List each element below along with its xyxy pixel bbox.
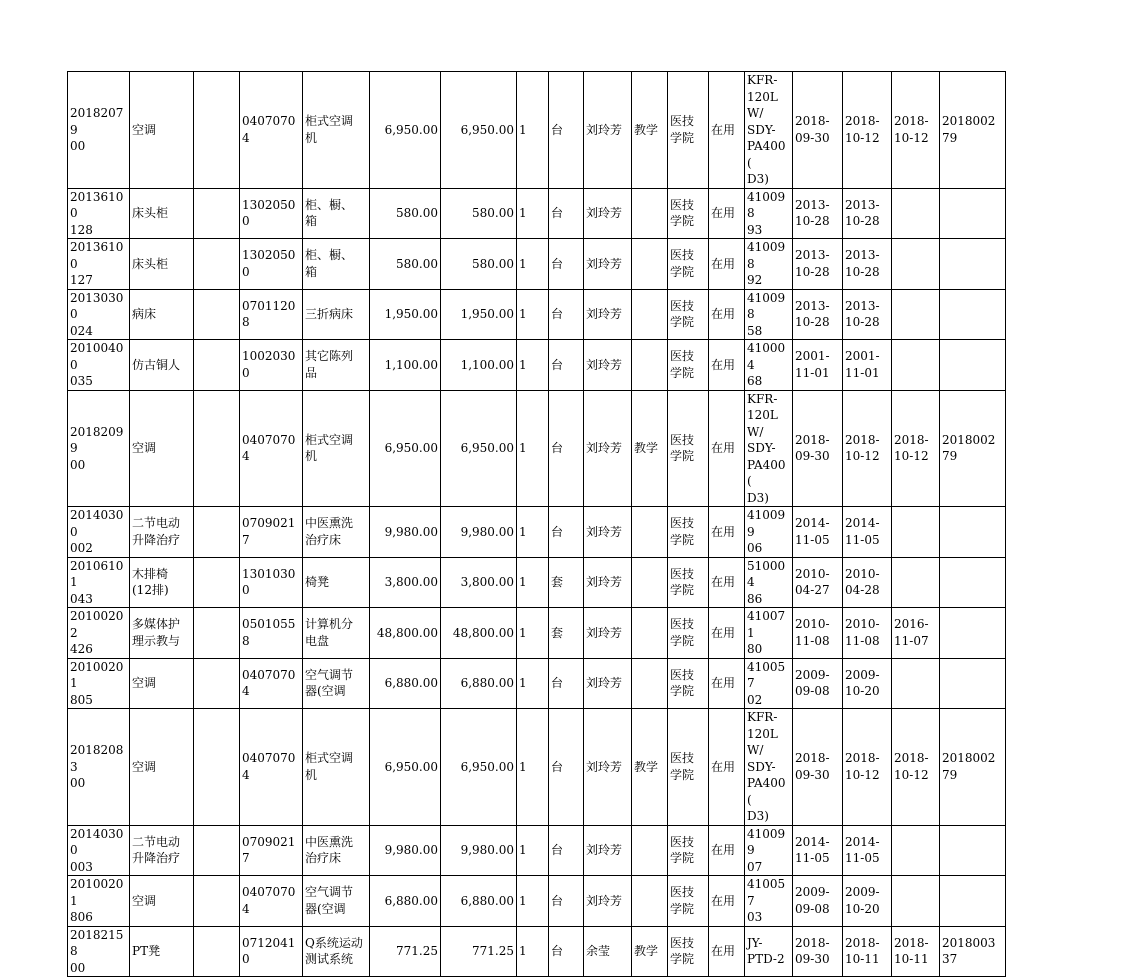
class-name-cell: 空气调节 器(空调 — [303, 658, 370, 709]
asset-id-cell: 20106101 043 — [68, 557, 130, 608]
department-cell: 医技 学院 — [668, 507, 709, 558]
extra-date-cell — [892, 557, 940, 608]
usage-cell — [632, 239, 668, 290]
asset-id-cell: 20182083 00 — [68, 709, 130, 826]
entry-date-cell: 2013- 10-28 — [843, 188, 892, 239]
custodian-cell: 余莹 — [584, 926, 632, 977]
empty-cell — [194, 289, 240, 340]
class-code-cell: 10020300 — [240, 340, 303, 391]
extra-date-cell — [892, 239, 940, 290]
custodian-cell: 刘玲芳 — [584, 608, 632, 659]
asset-name-cell: 病床 — [130, 289, 194, 340]
quantity-cell: 1 — [517, 188, 549, 239]
quantity-cell: 1 — [517, 340, 549, 391]
class-name-cell: 中医熏洗 治疗床 — [303, 507, 370, 558]
unit-price-cell: 6,880.00 — [370, 658, 441, 709]
department-cell: 医技 学院 — [668, 188, 709, 239]
purchase-date-cell: 2014- 11-05 — [793, 825, 843, 876]
table-row — [68, 72, 1006, 189]
asset-id-cell: 20182099 00 — [68, 390, 130, 507]
table-row — [68, 507, 1006, 558]
class-code-cell: 13020500 — [240, 188, 303, 239]
asset-table — [67, 71, 1006, 977]
asset-id-cell: 20130300 024 — [68, 289, 130, 340]
department-cell: 医技 学院 — [668, 239, 709, 290]
asset-name-cell: 空调 — [130, 72, 194, 189]
model-cell: 410004 68 — [745, 340, 793, 391]
empty-cell — [194, 188, 240, 239]
model-cell: 410057 03 — [745, 876, 793, 927]
asset-id-cell: 20182158 00 — [68, 926, 130, 977]
asset-sheet — [67, 71, 1006, 977]
status-cell: 在用 — [709, 658, 745, 709]
asset-id-cell: 20136100 128 — [68, 188, 130, 239]
department-cell: 医技 学院 — [668, 658, 709, 709]
unit-price-cell: 9,980.00 — [370, 825, 441, 876]
status-cell: 在用 — [709, 340, 745, 391]
amount-cell: 9,980.00 — [441, 507, 517, 558]
unit-cell: 台 — [549, 709, 584, 826]
status-cell: 在用 — [709, 289, 745, 340]
entry-date-cell: 2018- 10-12 — [843, 390, 892, 507]
class-code-cell: 04070704 — [240, 658, 303, 709]
department-cell: 医技 学院 — [668, 608, 709, 659]
quantity-cell: 1 — [517, 926, 549, 977]
usage-cell — [632, 825, 668, 876]
status-cell: 在用 — [709, 188, 745, 239]
unit-price-cell: 771.25 — [370, 926, 441, 977]
status-cell: 在用 — [709, 709, 745, 826]
amount-cell: 6,950.00 — [441, 72, 517, 189]
asset-id-cell: 20100202 426 — [68, 608, 130, 659]
table-row — [68, 608, 1006, 659]
class-code-cell: 05010558 — [240, 608, 303, 659]
amount-cell: 771.25 — [441, 926, 517, 977]
purchase-date-cell: 2014- 11-05 — [793, 507, 843, 558]
empty-cell — [194, 926, 240, 977]
quantity-cell: 1 — [517, 239, 549, 290]
class-name-cell: 柜、橱、 箱 — [303, 188, 370, 239]
unit-price-cell: 9,980.00 — [370, 507, 441, 558]
unit-cell: 台 — [549, 289, 584, 340]
voucher-cell — [940, 608, 1006, 659]
custodian-cell: 刘玲芳 — [584, 557, 632, 608]
class-name-cell: 椅凳 — [303, 557, 370, 608]
unit-price-cell: 48,800.00 — [370, 608, 441, 659]
unit-cell: 套 — [549, 557, 584, 608]
entry-date-cell: 2001- 11-01 — [843, 340, 892, 391]
table-row — [68, 709, 1006, 826]
empty-cell — [194, 658, 240, 709]
empty-cell — [194, 507, 240, 558]
asset-name-cell: 空调 — [130, 658, 194, 709]
unit-price-cell: 6,880.00 — [370, 876, 441, 927]
extra-date-cell: 2016- 11-07 — [892, 608, 940, 659]
unit-cell: 台 — [549, 658, 584, 709]
usage-cell — [632, 876, 668, 927]
unit-cell: 台 — [549, 926, 584, 977]
class-code-cell: 13010300 — [240, 557, 303, 608]
extra-date-cell — [892, 340, 940, 391]
entry-date-cell: 2010- 11-08 — [843, 608, 892, 659]
purchase-date-cell: 2013- 10-28 — [793, 188, 843, 239]
status-cell: 在用 — [709, 390, 745, 507]
amount-cell: 580.00 — [441, 239, 517, 290]
unit-cell: 台 — [549, 390, 584, 507]
model-cell: 410071 80 — [745, 608, 793, 659]
purchase-date-cell: 2018- 09-30 — [793, 926, 843, 977]
class-code-cell: 04070704 — [240, 876, 303, 927]
asset-id-cell: 20140300 003 — [68, 825, 130, 876]
table-row — [68, 926, 1006, 977]
extra-date-cell — [892, 825, 940, 876]
entry-date-cell: 2013- 10-28 — [843, 239, 892, 290]
asset-id-cell: 20100201 805 — [68, 658, 130, 709]
class-code-cell: 07090217 — [240, 507, 303, 558]
asset-name-cell: 床头柜 — [130, 188, 194, 239]
usage-cell — [632, 340, 668, 391]
voucher-cell — [940, 289, 1006, 340]
department-cell: 医技 学院 — [668, 876, 709, 927]
usage-cell: 教学 — [632, 72, 668, 189]
asset-name-cell: 空调 — [130, 390, 194, 507]
model-cell: 410098 92 — [745, 239, 793, 290]
asset-name-cell: 空调 — [130, 876, 194, 927]
class-code-cell: 04070704 — [240, 72, 303, 189]
table-row — [68, 239, 1006, 290]
department-cell: 医技 学院 — [668, 926, 709, 977]
table-row — [68, 557, 1006, 608]
purchase-date-cell: 2018- 09-30 — [793, 709, 843, 826]
voucher-cell: 201800279 — [940, 72, 1006, 189]
purchase-date-cell: 2013- 10-28 — [793, 239, 843, 290]
amount-cell: 1,950.00 — [441, 289, 517, 340]
class-code-cell: 07011208 — [240, 289, 303, 340]
quantity-cell: 1 — [517, 557, 549, 608]
class-code-cell: 13020500 — [240, 239, 303, 290]
department-cell: 医技 学院 — [668, 340, 709, 391]
class-name-cell: 空气调节 器(空调 — [303, 876, 370, 927]
voucher-cell: 201800279 — [940, 709, 1006, 826]
entry-date-cell: 2018- 10-12 — [843, 709, 892, 826]
usage-cell — [632, 557, 668, 608]
asset-name-cell: 二节电动 升降治疗 — [130, 507, 194, 558]
asset-name-cell: 床头柜 — [130, 239, 194, 290]
voucher-cell — [940, 876, 1006, 927]
status-cell: 在用 — [709, 507, 745, 558]
custodian-cell: 刘玲芳 — [584, 876, 632, 927]
empty-cell — [194, 390, 240, 507]
asset-id-cell: 20100400 035 — [68, 340, 130, 391]
class-name-cell: 其它陈列 品 — [303, 340, 370, 391]
asset-name-cell: 木排椅 (12排) — [130, 557, 194, 608]
usage-cell — [632, 289, 668, 340]
purchase-date-cell: 2013- 10-28 — [793, 289, 843, 340]
quantity-cell: 1 — [517, 709, 549, 826]
unit-cell: 台 — [549, 507, 584, 558]
status-cell: 在用 — [709, 926, 745, 977]
unit-cell: 台 — [549, 825, 584, 876]
unit-cell: 台 — [549, 340, 584, 391]
unit-price-cell: 580.00 — [370, 239, 441, 290]
amount-cell: 6,880.00 — [441, 658, 517, 709]
class-code-cell: 04070704 — [240, 390, 303, 507]
class-name-cell: 计算机分 电盘 — [303, 608, 370, 659]
status-cell: 在用 — [709, 825, 745, 876]
table-row — [68, 390, 1006, 507]
model-cell: 410057 02 — [745, 658, 793, 709]
purchase-date-cell: 2018- 09-30 — [793, 72, 843, 189]
model-cell: 410098 58 — [745, 289, 793, 340]
model-cell: JY- PTD-2 — [745, 926, 793, 977]
class-code-cell: 07090217 — [240, 825, 303, 876]
usage-cell — [632, 658, 668, 709]
unit-price-cell: 580.00 — [370, 188, 441, 239]
unit-price-cell: 3,800.00 — [370, 557, 441, 608]
extra-date-cell — [892, 876, 940, 927]
status-cell: 在用 — [709, 608, 745, 659]
model-cell: KFR- 120LW/ SDY- PA400( D3) — [745, 390, 793, 507]
usage-cell — [632, 608, 668, 659]
empty-cell — [194, 72, 240, 189]
class-name-cell: Q系统运动 测试系统 — [303, 926, 370, 977]
custodian-cell: 刘玲芳 — [584, 289, 632, 340]
entry-date-cell: 2010- 04-28 — [843, 557, 892, 608]
empty-cell — [194, 239, 240, 290]
quantity-cell: 1 — [517, 390, 549, 507]
voucher-cell — [940, 658, 1006, 709]
model-cell: 410099 06 — [745, 507, 793, 558]
custodian-cell: 刘玲芳 — [584, 390, 632, 507]
purchase-date-cell: 2018- 09-30 — [793, 390, 843, 507]
unit-cell: 台 — [549, 188, 584, 239]
department-cell: 医技 学院 — [668, 72, 709, 189]
extra-date-cell — [892, 658, 940, 709]
usage-cell — [632, 188, 668, 239]
entry-date-cell: 2013- 10-28 — [843, 289, 892, 340]
unit-price-cell: 6,950.00 — [370, 390, 441, 507]
voucher-cell — [940, 188, 1006, 239]
purchase-date-cell: 2009- 09-08 — [793, 876, 843, 927]
amount-cell: 48,800.00 — [441, 608, 517, 659]
usage-cell: 教学 — [632, 390, 668, 507]
department-cell: 医技 学院 — [668, 289, 709, 340]
status-cell: 在用 — [709, 239, 745, 290]
voucher-cell — [940, 825, 1006, 876]
voucher-cell — [940, 340, 1006, 391]
quantity-cell: 1 — [517, 72, 549, 189]
amount-cell: 1,100.00 — [441, 340, 517, 391]
quantity-cell: 1 — [517, 507, 549, 558]
amount-cell: 6,880.00 — [441, 876, 517, 927]
purchase-date-cell: 2009- 09-08 — [793, 658, 843, 709]
custodian-cell: 刘玲芳 — [584, 825, 632, 876]
class-name-cell: 柜式空调 机 — [303, 709, 370, 826]
class-code-cell: 04070704 — [240, 709, 303, 826]
table-row — [68, 876, 1006, 927]
voucher-cell — [940, 239, 1006, 290]
asset-name-cell: 空调 — [130, 709, 194, 826]
status-cell: 在用 — [709, 876, 745, 927]
entry-date-cell: 2014- 11-05 — [843, 507, 892, 558]
class-name-cell: 柜式空调 机 — [303, 72, 370, 189]
custodian-cell: 刘玲芳 — [584, 340, 632, 391]
purchase-date-cell: 2010- 04-27 — [793, 557, 843, 608]
quantity-cell: 1 — [517, 876, 549, 927]
table-row — [68, 340, 1006, 391]
extra-date-cell: 2018- 10-11 — [892, 926, 940, 977]
unit-price-cell: 6,950.00 — [370, 72, 441, 189]
table-row — [68, 289, 1006, 340]
model-cell: KFR- 120LW/ SDY- PA400( D3) — [745, 709, 793, 826]
model-cell: 410098 93 — [745, 188, 793, 239]
custodian-cell: 刘玲芳 — [584, 658, 632, 709]
unit-price-cell: 1,950.00 — [370, 289, 441, 340]
status-cell: 在用 — [709, 557, 745, 608]
voucher-cell — [940, 507, 1006, 558]
usage-cell: 教学 — [632, 709, 668, 826]
usage-cell: 教学 — [632, 926, 668, 977]
amount-cell: 6,950.00 — [441, 709, 517, 826]
asset-name-cell: 仿古铜人 — [130, 340, 194, 391]
purchase-date-cell: 2010- 11-08 — [793, 608, 843, 659]
entry-date-cell: 2014- 11-05 — [843, 825, 892, 876]
asset-name-cell: 多媒体护 理示教与 — [130, 608, 194, 659]
class-code-cell: 07120410 — [240, 926, 303, 977]
empty-cell — [194, 340, 240, 391]
empty-cell — [194, 608, 240, 659]
table-row — [68, 658, 1006, 709]
custodian-cell: 刘玲芳 — [584, 188, 632, 239]
unit-cell: 台 — [549, 239, 584, 290]
extra-date-cell — [892, 507, 940, 558]
purchase-date-cell: 2001- 11-01 — [793, 340, 843, 391]
unit-price-cell: 1,100.00 — [370, 340, 441, 391]
extra-date-cell: 2018- 10-12 — [892, 709, 940, 826]
empty-cell — [194, 876, 240, 927]
extra-date-cell — [892, 289, 940, 340]
quantity-cell: 1 — [517, 658, 549, 709]
quantity-cell: 1 — [517, 608, 549, 659]
unit-cell: 套 — [549, 608, 584, 659]
asset-id-cell: 20136100 127 — [68, 239, 130, 290]
class-name-cell: 中医熏洗 治疗床 — [303, 825, 370, 876]
table-row — [68, 825, 1006, 876]
asset-id-cell: 20100201 806 — [68, 876, 130, 927]
entry-date-cell: 2009- 10-20 — [843, 876, 892, 927]
department-cell: 医技 学院 — [668, 709, 709, 826]
voucher-cell — [940, 557, 1006, 608]
custodian-cell: 刘玲芳 — [584, 72, 632, 189]
asset-name-cell: 二节电动 升降治疗 — [130, 825, 194, 876]
asset-id-cell: 20140300 002 — [68, 507, 130, 558]
amount-cell: 6,950.00 — [441, 390, 517, 507]
class-name-cell: 三折病床 — [303, 289, 370, 340]
empty-cell — [194, 709, 240, 826]
department-cell: 医技 学院 — [668, 825, 709, 876]
quantity-cell: 1 — [517, 289, 549, 340]
voucher-cell: 201800337 — [940, 926, 1006, 977]
unit-cell: 台 — [549, 72, 584, 189]
custodian-cell: 刘玲芳 — [584, 507, 632, 558]
amount-cell: 9,980.00 — [441, 825, 517, 876]
empty-cell — [194, 557, 240, 608]
extra-date-cell — [892, 188, 940, 239]
amount-cell: 3,800.00 — [441, 557, 517, 608]
extra-date-cell: 2018- 10-12 — [892, 72, 940, 189]
usage-cell — [632, 507, 668, 558]
model-cell: 410099 07 — [745, 825, 793, 876]
status-cell: 在用 — [709, 72, 745, 189]
model-cell: 510004 86 — [745, 557, 793, 608]
unit-cell: 台 — [549, 876, 584, 927]
class-name-cell: 柜式空调 机 — [303, 390, 370, 507]
asset-name-cell: PT凳 — [130, 926, 194, 977]
quantity-cell: 1 — [517, 825, 549, 876]
empty-cell — [194, 825, 240, 876]
unit-price-cell: 6,950.00 — [370, 709, 441, 826]
table-row — [68, 188, 1006, 239]
department-cell: 医技 学院 — [668, 390, 709, 507]
voucher-cell: 201800279 — [940, 390, 1006, 507]
entry-date-cell: 2018- 10-11 — [843, 926, 892, 977]
entry-date-cell: 2009- 10-20 — [843, 658, 892, 709]
asset-table-body — [68, 72, 1006, 977]
class-name-cell: 柜、橱、 箱 — [303, 239, 370, 290]
custodian-cell: 刘玲芳 — [584, 239, 632, 290]
amount-cell: 580.00 — [441, 188, 517, 239]
asset-id-cell: 20182079 00 — [68, 72, 130, 189]
custodian-cell: 刘玲芳 — [584, 709, 632, 826]
department-cell: 医技 学院 — [668, 557, 709, 608]
extra-date-cell: 2018- 10-12 — [892, 390, 940, 507]
entry-date-cell: 2018- 10-12 — [843, 72, 892, 189]
model-cell: KFR- 120LW/ SDY- PA400( D3) — [745, 72, 793, 189]
